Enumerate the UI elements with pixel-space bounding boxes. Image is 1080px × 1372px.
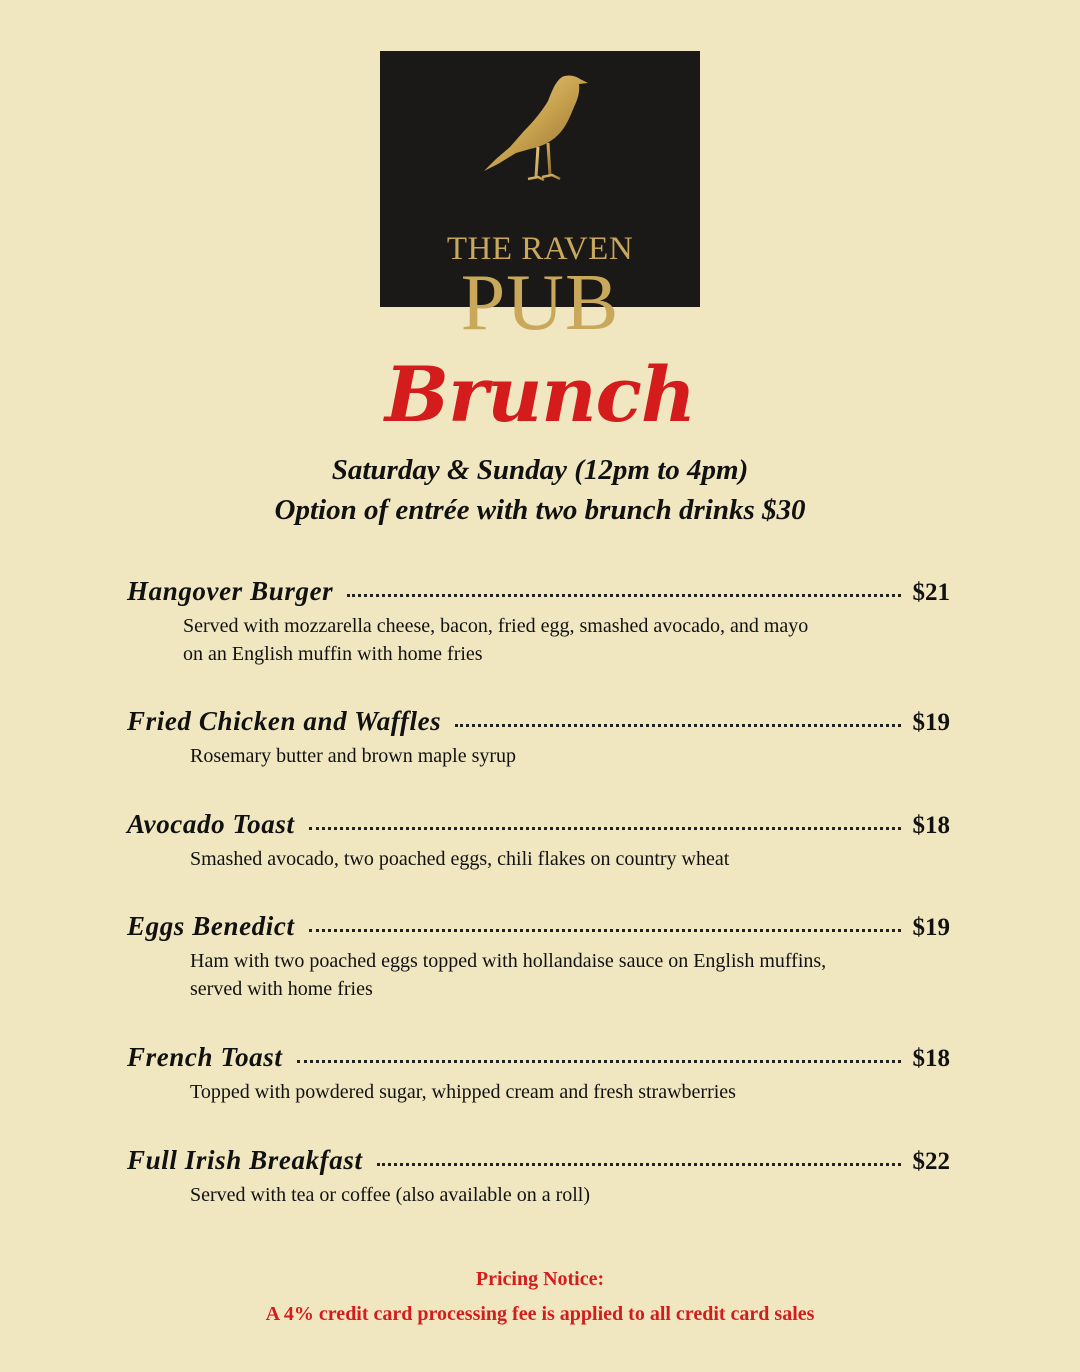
item-description-line: on an English muffin with home fries xyxy=(183,643,483,665)
item-price: $19 xyxy=(912,914,950,941)
item-description-line: Topped with powdered sugar, whipped cream and fresh strawberries xyxy=(190,1081,736,1103)
dot-leader xyxy=(309,929,901,932)
menu-item xyxy=(127,1042,950,1106)
item-description xyxy=(127,612,950,668)
item-description xyxy=(127,845,950,873)
item-description xyxy=(127,742,950,770)
logo-line-1: THE RAVEN xyxy=(446,231,634,267)
pub-logo xyxy=(380,51,700,347)
item-description-line: Served with mozzarella cheese, bacon, fried egg, smashed avocado, and mayo xyxy=(183,615,809,637)
item-description xyxy=(127,947,950,1003)
menu-item xyxy=(127,1145,950,1209)
menu-item xyxy=(127,576,950,668)
dot-leader xyxy=(297,1060,901,1063)
logo-line-2: PUB xyxy=(460,259,620,347)
item-description-line: Rosemary butter and brown maple syrup xyxy=(190,745,517,767)
item-price: $22 xyxy=(912,1148,950,1175)
item-description xyxy=(127,1181,950,1209)
menu-title: Brunch xyxy=(384,350,696,439)
item-name: Full Irish Breakfast xyxy=(127,1145,363,1175)
menu-item xyxy=(127,706,950,770)
dot-leader xyxy=(347,594,900,597)
item-price: $18 xyxy=(912,812,950,839)
item-description-line: Ham with two poached eggs topped with hollandaise sauce on English muffins, xyxy=(190,950,827,972)
dot-leader xyxy=(377,1163,901,1166)
pricing-notice-title: Pricing Notice: xyxy=(475,1268,605,1290)
dot-leader xyxy=(309,827,901,830)
menu-item xyxy=(127,809,950,873)
item-description-line: Smashed avocado, two poached eggs, chili flakes on country wheat xyxy=(190,848,730,870)
item-description-line: served with home fries xyxy=(190,978,373,1000)
item-name: Avocado Toast xyxy=(127,809,295,839)
item-name: Eggs Benedict xyxy=(127,911,295,941)
item-price: $21 xyxy=(912,579,950,606)
item-description-line: Served with tea or coffee (also available on a roll) xyxy=(190,1184,591,1206)
item-price: $19 xyxy=(912,709,950,736)
pricing-notice-text: A 4% credit card processing fee is applied to all credit card sales xyxy=(265,1303,815,1325)
item-name: Fried Chicken and Waffles xyxy=(127,706,442,736)
item-name: French Toast xyxy=(127,1042,283,1072)
item-price: $18 xyxy=(912,1045,950,1072)
menu-hours: Saturday & Sunday (12pm to 4pm) xyxy=(331,454,749,486)
item-description xyxy=(127,1078,950,1106)
menu-offer: Option of entrée with two brunch drinks $30 xyxy=(274,494,806,526)
dot-leader xyxy=(455,724,900,727)
menu-item xyxy=(127,911,950,1003)
raven-icon xyxy=(480,69,590,215)
item-name: Hangover Burger xyxy=(127,576,334,606)
